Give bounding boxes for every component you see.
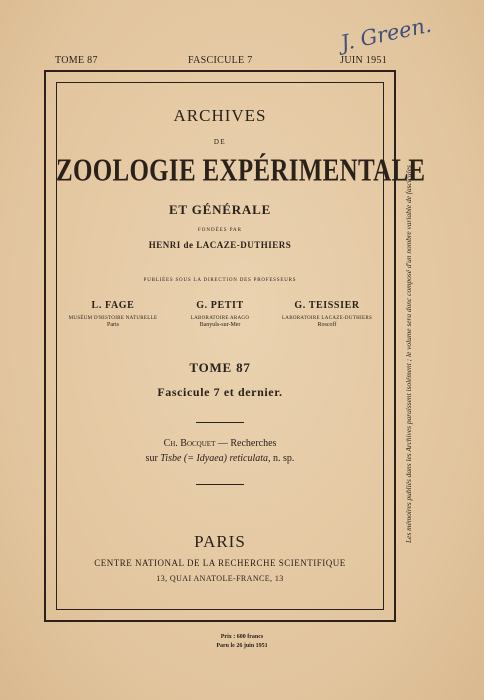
publisher-address: 13, QUAI ANATOLE-FRANCE, 13	[156, 574, 284, 583]
side-note: Les mémoires publiés dans les Archives paraissent isolément ; le volume sera donc composé d'un nombre variable de fascicules	[404, 165, 413, 543]
professor-institution: MUSÉUM D'HISTOIRE NATURELLE	[68, 316, 158, 321]
professor-name: L. FAGE	[91, 300, 135, 311]
divider-top	[196, 422, 244, 423]
article-title-prefix: sur	[145, 453, 161, 464]
professor-institution: LABORATOIRE ARAGO	[190, 316, 250, 321]
archives-heading: ARCHIVES	[173, 106, 267, 125]
tome-number: TOME 87	[189, 360, 251, 375]
article-title-start: — Recherches	[215, 438, 277, 449]
founder-name: HENRI de LACAZE-DUTHIERS	[148, 240, 292, 250]
de-label: DE	[213, 138, 227, 146]
professor-name: G. PETIT	[196, 300, 244, 311]
professor-city: Paris	[107, 322, 119, 328]
professor-name: G. TEISSIER	[294, 300, 360, 311]
professor-institution: LABORATOIRE LACAZE-DUTHIERS	[281, 316, 373, 321]
header-date: JUIN 1951	[340, 55, 387, 66]
header-tome: TOME 87	[55, 55, 98, 66]
professor-city: Roscoff	[317, 322, 337, 328]
direction-label: PUBLIÉES SOUS LA DIRECTION DES PROFESSEURS	[143, 278, 297, 283]
price-label: Prix : 600 francs	[220, 634, 264, 640]
journal-title: ZOOLOGIE EXPÉRIMENTALE	[56, 154, 426, 188]
article-author-line	[56, 438, 384, 449]
publication-date: Paru le 26 juin 1951	[216, 643, 268, 649]
divider-bottom	[196, 484, 244, 485]
professor-fage	[58, 300, 168, 328]
professor-petit	[165, 300, 275, 328]
article-species: Tisbe (= Idyaea) reticulata	[160, 453, 269, 464]
article-author: Ch. Bocquet	[163, 438, 216, 449]
founded-by-label: FONDÉES PAR	[197, 228, 243, 233]
publisher-name: CENTRE NATIONAL DE LA RECHERCHE SCIENTIFIQUE	[94, 558, 346, 568]
professor-teissier	[272, 300, 382, 328]
fascicule-label: Fascicule 7 et dernier.	[157, 385, 283, 399]
publisher-city: PARIS	[194, 532, 246, 551]
journal-subtitle: ET GÉNÉRALE	[168, 202, 272, 217]
article-title-suffix: , n. sp.	[268, 453, 295, 464]
article-title-line	[56, 453, 384, 464]
header-fascicule: FASCICULE 7	[188, 55, 253, 66]
professor-city: Banyuls-sur-Mer	[199, 322, 241, 328]
handwritten-signature: J. Green.	[338, 12, 434, 56]
